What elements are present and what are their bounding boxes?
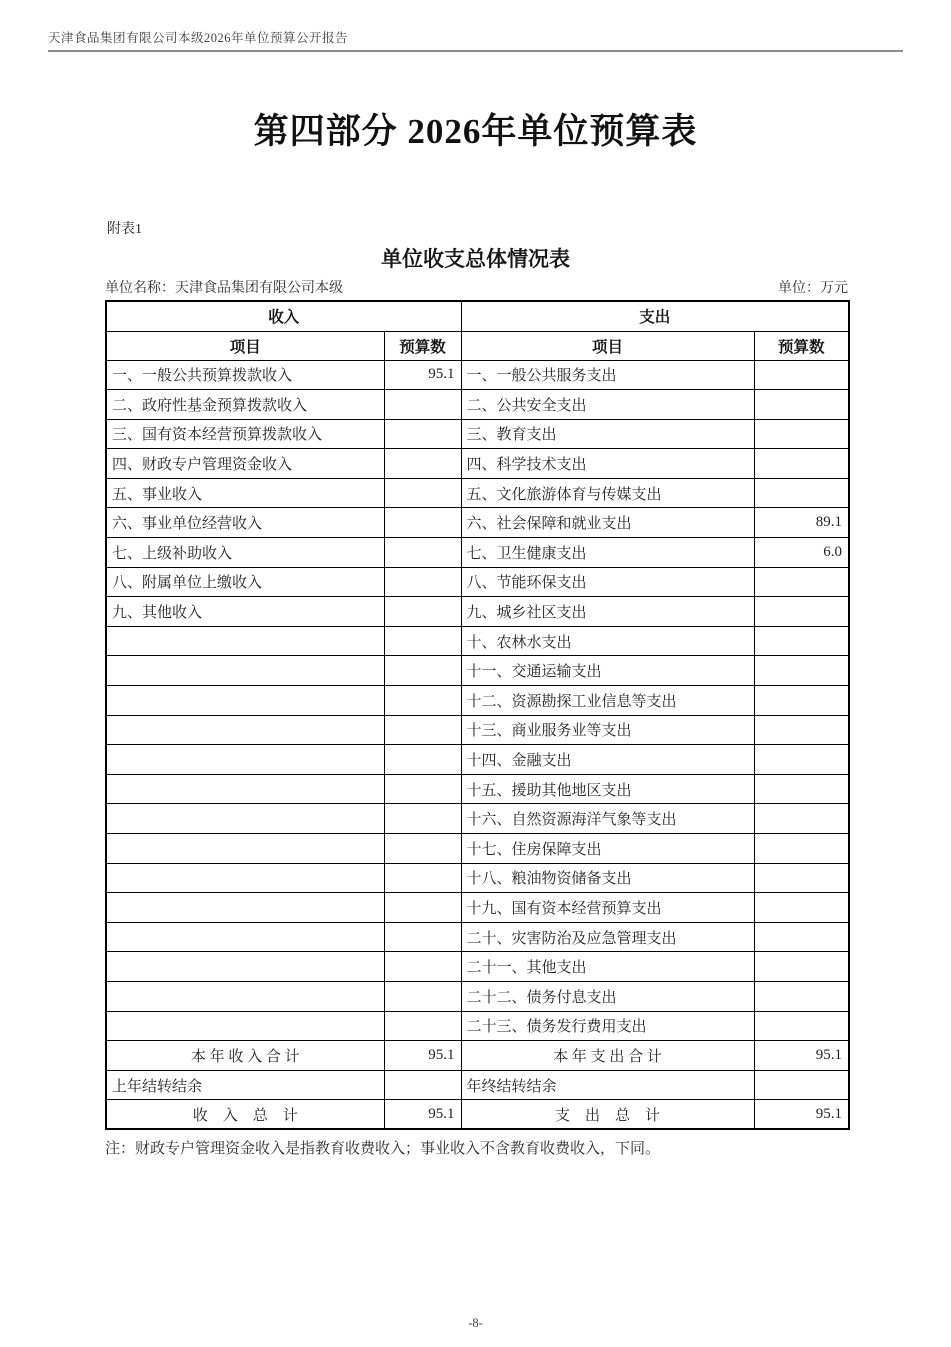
income-value-cell bbox=[384, 567, 461, 597]
expense-item-cell: 六、社会保障和就业支出 bbox=[461, 508, 754, 538]
expense-value-cell bbox=[754, 626, 849, 656]
income-value-cell bbox=[384, 922, 461, 952]
income-value-cell: 95.1 bbox=[384, 360, 461, 390]
income-item-cell: 三、国有资本经营预算拨款收入 bbox=[106, 419, 384, 449]
expense-value-cell bbox=[754, 360, 849, 390]
income-value-cell bbox=[384, 1011, 461, 1041]
income-value-cell bbox=[384, 686, 461, 716]
unit-name-label: 单位名称：天津食品集团有限公司本级 bbox=[105, 281, 343, 296]
table-row bbox=[106, 360, 849, 390]
expense-value-cell bbox=[754, 952, 849, 982]
carryover-expense-label: 年终结转结余 bbox=[461, 1070, 754, 1100]
income-value-cell bbox=[384, 863, 461, 893]
expense-item-cell: 二、公共安全支出 bbox=[461, 390, 754, 420]
expense-item-column-header: 项目 bbox=[461, 331, 754, 360]
table-row bbox=[106, 686, 849, 716]
current-year-total-row bbox=[106, 1041, 849, 1071]
income-item-cell bbox=[106, 656, 384, 686]
income-value-cell bbox=[384, 834, 461, 864]
expense-value-cell bbox=[754, 419, 849, 449]
table-row bbox=[106, 745, 849, 775]
income-value-cell bbox=[384, 745, 461, 775]
table-row bbox=[106, 478, 849, 508]
expense-value-cell bbox=[754, 567, 849, 597]
table-row bbox=[106, 834, 849, 864]
table-row bbox=[106, 656, 849, 686]
expense-value-cell bbox=[754, 804, 849, 834]
expense-value-cell bbox=[754, 745, 849, 775]
expense-item-cell: 十一、交通运输支出 bbox=[461, 656, 754, 686]
expense-value-cell: 89.1 bbox=[754, 508, 849, 538]
table-row bbox=[106, 419, 849, 449]
expense-group-header: 支出 bbox=[461, 301, 849, 331]
expense-item-cell: 四、科学技术支出 bbox=[461, 449, 754, 479]
expense-item-cell: 一、一般公共服务支出 bbox=[461, 360, 754, 390]
expense-value-cell bbox=[754, 1011, 849, 1041]
expense-item-cell: 八、节能环保支出 bbox=[461, 567, 754, 597]
grand-total-row bbox=[106, 1100, 849, 1130]
income-item-cell bbox=[106, 715, 384, 745]
expense-item-cell: 十九、国有资本经营预算支出 bbox=[461, 893, 754, 923]
expense-item-cell: 十四、金融支出 bbox=[461, 745, 754, 775]
expense-value-cell bbox=[754, 834, 849, 864]
expense-value-cell bbox=[754, 686, 849, 716]
table-footnote: 注：财政专户管理资金收入是指教育收费收入；事业收入不含教育收费收入，下同。 bbox=[105, 1141, 661, 1157]
income-item-cell bbox=[106, 981, 384, 1011]
income-item-cell: 五、事业收入 bbox=[106, 478, 384, 508]
expense-item-cell: 二十、灾害防治及应急管理支出 bbox=[461, 922, 754, 952]
expense-value-cell bbox=[754, 656, 849, 686]
table-row bbox=[106, 508, 849, 538]
year-income-total-value: 95.1 bbox=[384, 1041, 461, 1071]
income-item-cell bbox=[106, 952, 384, 982]
expense-value-cell bbox=[754, 715, 849, 745]
expense-value-cell bbox=[754, 390, 849, 420]
table-row bbox=[106, 597, 849, 627]
table-row bbox=[106, 863, 849, 893]
table-row bbox=[106, 626, 849, 656]
income-value-cell bbox=[384, 597, 461, 627]
table-row bbox=[106, 538, 849, 568]
table-row bbox=[106, 567, 849, 597]
expense-item-cell: 五、文化旅游体育与传媒支出 bbox=[461, 478, 754, 508]
income-value-cell bbox=[384, 893, 461, 923]
expense-value-cell bbox=[754, 893, 849, 923]
income-value-cell bbox=[384, 626, 461, 656]
expense-item-cell: 十二、资源勘探工业信息等支出 bbox=[461, 686, 754, 716]
income-item-cell bbox=[106, 745, 384, 775]
expense-item-cell: 十六、自然资源海洋气象等支出 bbox=[461, 804, 754, 834]
table-row bbox=[106, 981, 849, 1011]
currency-unit-label: 单位：万元 bbox=[778, 281, 848, 296]
carryover-expense-value bbox=[754, 1070, 849, 1100]
table-row bbox=[106, 922, 849, 952]
income-item-cell bbox=[106, 626, 384, 656]
section-title: 第四部分 2026年单位预算表 bbox=[253, 112, 698, 151]
carryover-income-value bbox=[384, 1070, 461, 1100]
income-item-cell bbox=[106, 893, 384, 923]
table-title: 单位收支总体情况表 bbox=[381, 248, 570, 271]
expense-item-cell: 十七、住房保障支出 bbox=[461, 834, 754, 864]
income-item-cell: 一、一般公共预算拨款收入 bbox=[106, 360, 384, 390]
table-row bbox=[106, 804, 849, 834]
income-item-cell: 二、政府性基金预算拨款收入 bbox=[106, 390, 384, 420]
year-expense-total-label: 本 年 支 出 合 计 bbox=[461, 1041, 754, 1071]
table-row bbox=[106, 774, 849, 804]
column-header-row bbox=[106, 331, 849, 360]
income-item-cell bbox=[106, 774, 384, 804]
expense-item-cell: 十五、援助其他地区支出 bbox=[461, 774, 754, 804]
expense-value-cell bbox=[754, 597, 849, 627]
income-item-cell: 四、财政专户管理资金收入 bbox=[106, 449, 384, 479]
expense-value-cell bbox=[754, 863, 849, 893]
income-value-cell bbox=[384, 656, 461, 686]
income-value-cell bbox=[384, 952, 461, 982]
expense-item-cell: 二十二、债务付息支出 bbox=[461, 981, 754, 1011]
carryover-income-label: 上年结转结余 bbox=[106, 1070, 384, 1100]
income-item-cell bbox=[106, 834, 384, 864]
table-row bbox=[106, 390, 849, 420]
expense-item-cell: 七、卫生健康支出 bbox=[461, 538, 754, 568]
expense-item-cell: 十三、商业服务业等支出 bbox=[461, 715, 754, 745]
income-value-cell bbox=[384, 508, 461, 538]
income-item-cell bbox=[106, 686, 384, 716]
expense-item-cell: 二十三、债务发行费用支出 bbox=[461, 1011, 754, 1041]
income-value-cell bbox=[384, 774, 461, 804]
expense-item-cell: 十、农林水支出 bbox=[461, 626, 754, 656]
expense-item-cell: 三、教育支出 bbox=[461, 419, 754, 449]
document-header-title: 天津食品集团有限公司本级2026年单位预算公开报告 bbox=[48, 31, 349, 45]
income-item-cell: 九、其他收入 bbox=[106, 597, 384, 627]
carryover-row bbox=[106, 1070, 849, 1100]
annex-label: 附表1 bbox=[107, 222, 142, 237]
income-value-cell bbox=[384, 804, 461, 834]
income-value-cell bbox=[384, 449, 461, 479]
group-header-row bbox=[106, 301, 849, 331]
table-row bbox=[106, 715, 849, 745]
income-item-cell bbox=[106, 922, 384, 952]
income-value-cell bbox=[384, 478, 461, 508]
grand-expense-total-value: 95.1 bbox=[754, 1100, 849, 1130]
expense-value-cell bbox=[754, 981, 849, 1011]
page-number: -8- bbox=[468, 1316, 483, 1330]
expense-item-cell: 九、城乡社区支出 bbox=[461, 597, 754, 627]
expense-value-cell bbox=[754, 449, 849, 479]
header-divider bbox=[48, 50, 903, 52]
year-income-total-label: 本 年 收 入 合 计 bbox=[106, 1041, 384, 1071]
grand-income-total-label: 收 入 总 计 bbox=[106, 1100, 384, 1130]
expense-value-cell: 6.0 bbox=[754, 538, 849, 568]
income-value-cell bbox=[384, 538, 461, 568]
table-row bbox=[106, 952, 849, 982]
income-group-header: 收入 bbox=[106, 301, 461, 331]
income-item-cell bbox=[106, 863, 384, 893]
income-value-cell bbox=[384, 981, 461, 1011]
year-expense-total-value: 95.1 bbox=[754, 1041, 849, 1071]
expense-item-cell: 十八、粮油物资储备支出 bbox=[461, 863, 754, 893]
income-value-cell bbox=[384, 390, 461, 420]
table-body bbox=[106, 360, 849, 1041]
income-item-cell: 七、上级补助收入 bbox=[106, 538, 384, 568]
income-value-cell bbox=[384, 419, 461, 449]
table-row bbox=[106, 449, 849, 479]
income-item-cell: 八、附属单位上缴收入 bbox=[106, 567, 384, 597]
income-item-cell: 六、事业单位经营收入 bbox=[106, 508, 384, 538]
income-item-cell bbox=[106, 804, 384, 834]
expense-item-cell: 二十一、其他支出 bbox=[461, 952, 754, 982]
expense-budget-column-header: 预算数 bbox=[754, 331, 849, 360]
income-budget-column-header: 预算数 bbox=[384, 331, 461, 360]
income-item-column-header: 项目 bbox=[106, 331, 384, 360]
expense-value-cell bbox=[754, 774, 849, 804]
table-row bbox=[106, 1011, 849, 1041]
budget-summary-table bbox=[105, 300, 850, 1130]
expense-value-cell bbox=[754, 922, 849, 952]
table-row bbox=[106, 893, 849, 923]
grand-expense-total-label: 支 出 总 计 bbox=[461, 1100, 754, 1130]
income-value-cell bbox=[384, 715, 461, 745]
table-meta-row bbox=[105, 277, 848, 297]
expense-value-cell bbox=[754, 478, 849, 508]
income-item-cell bbox=[106, 1011, 384, 1041]
grand-income-total-value: 95.1 bbox=[384, 1100, 461, 1130]
